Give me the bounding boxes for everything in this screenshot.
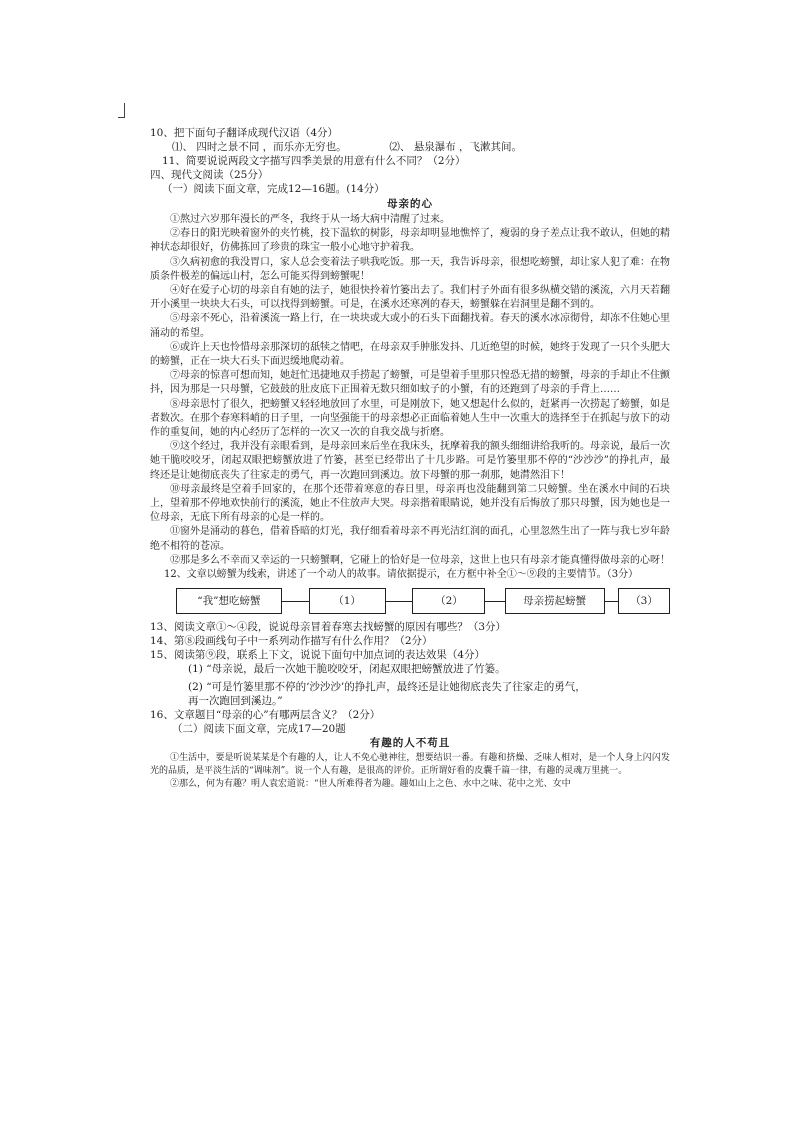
article-1-para-2: ②春日的阳光映着窗外的夹竹桃，投下温软的树影，母亲却明显地憔悴了，瘦弱的身子差点让我不敢认，但她的精神状态却很好，仿佛拣回了珍贵的珠宝一般小心地守护着我。 [150,228,670,254]
page-content [150,126,670,791]
question-11: 11、简要说说两段文字描写四季美景的用意有什么不同？（2分） [162,155,466,167]
question-13: 13、阅读文章①～④段，说说母亲冒着春寒去找螃蟹的原因有哪些？（3分） [150,621,507,634]
article-1-para-6: ⑥或许上天也怜惜母亲那深切的舐犊之情吧，在母亲双手肿胀发抖、几近绝望的时候，她终于发现了一只个头肥大的螃蟹，正在一块大石头下面迟缓地爬动着。 [150,341,670,368]
flow-connector [605,601,618,602]
flow-box-1: “我”想吃螃蟹 [176,588,282,614]
corner-crop-mark [118,103,125,118]
question-14: 14、第⑧段画线句子中一系列动作描写有什么作用？（2分） [150,635,433,648]
article-2-para-2: ②那么，何为有趣？明人袁宏道说：“世人所难得者为趣。趣如山上之色、水中之味、花中之光、女中 [170,779,571,790]
section-4-heading: 四、现代文阅读（25分） [150,169,269,181]
q15-item-2: (2) “可是竹篓里那不停的‘沙沙沙’的挣扎声，最终还是让她彻底丧失了往家走的勇气， [188,681,586,694]
question-10-items [150,140,670,154]
flow-connector [386,601,413,602]
plot-flowchart [176,588,670,614]
question-16: 16、文章题目“母亲的心”有哪两层含义？（2分） [150,709,381,722]
q15-item-1: (1) “母亲说，最后一次她干脆咬咬牙，闭起双眼把螃蟹放进了竹篓。 [188,663,506,676]
flow-box-2: （1） [309,588,386,614]
article-1-para-9: ⑨这个经过，我并没有亲眼看到，是母亲回来后坐在我床头，抚摩着我的额头细细讲给我听的。母亲说，最后一次她干脆咬咬牙，闭起双眼把螃蟹放进了竹篓，甚至已经带出了十几步路。可是竹篓里那不停的“沙沙沙”的挣扎声，最终还是让她彻底丧失了往家走的勇气，再一次跑回到溪边。放下母蟹的那一刹那，她潸然泪下！ [150,441,670,481]
article-1-para-11: ⑪窗外是涌动的暮色，借着昏暗的灯光，我仔细看着母亲不再光洁红润的面孔，心里忽然生出了一阵与我七岁年龄绝不相符的苍凉。 [150,526,670,552]
article-1-para-3: ③久病初愈的我没胃口，家人总会变着法子哄我吃饭。那一天，我告诉母亲，很想吃螃蟹，却让家人犯了难：在物质条件极差的偏远山村，怎么可能买得到螃蟹呢！ [150,256,670,282]
q10-item-1: ⑴、 四时之景不同 ，而乐亦无穷也。 [172,141,347,153]
flow-box-4: 母亲捞起螃蟹 [505,588,605,614]
part-1-heading: （一）阅读下面文章，完成12—16题。(14分） [162,183,385,195]
flow-box-3: （2） [412,588,485,614]
question-10: 10、把下面句子翻译成现代汉语（4分） [150,127,339,139]
flow-connector [485,601,504,602]
flow-connector [282,601,309,602]
q10-item-2: ⑵、 悬泉瀑布 ，飞漱其间。 [389,141,523,153]
article-2-para-1: ①生活中，要是听说某某是个有趣的人，让人不免心驰神往，想要结识一番。有趣和挤燥、乏味人相对，是一个人身上闪闪发光的品质，是平淡生活的“调味剂”。说一个人有趣，是很高的评价。正所谓好看的皮囊千篇一律，有趣的灵魂万里挑一。 [150,753,670,777]
article-1-para-8: ⑧母亲思忖了很久，把螃蟹又轻轻地放回了水里，可是刚放下，她又想起什么似的，赶紧再一次捞起了螃蟹，如是者数次。在那个春寒料峭的日子里，一向坚强能干的母亲想必正面临着她人生中一次重大的选择至于在抓起与放下的动作的重复间，她的内心经历了怎样的一次又一次的自我交战与折磨。 [150,398,670,439]
question-12: 12、文章以螃蟹为线索，讲述了一个动人的故事。请依据提示，在方框中补全①～⑨段的主要情节。（3分） [164,569,639,581]
article-1-para-7: ⑦母亲的惊喜可想而知，她赶忙迅捷地双手捞起了螃蟹，可是望着手里那只惶恐无措的螃蟹，母亲的手却止不住颤抖，因为那是一只母蟹，它鼓鼓的肚皮底下正围着无数只细如蚊子的小蟹，有的还跑到了母亲的手背上…… [150,370,670,396]
article-1-para-1: ①熬过六岁那年漫长的严冬，我终于从一场大病中清醒了过来。 [170,214,450,225]
article-1-para-10: ⑩母亲最终是空着手回家的，在那个还带着寒意的春日里，母亲再也没能翻到第二只螃蟹。坐在溪水中间的石块上，望着那不停地欢快前行的溪流，她止不住放声大哭。母亲揩着眼睛说，她并没有后悔放了那只母蟹，因为她也是一位母亲，无底下所有母亲的心是一样的。 [150,483,670,524]
article-1-para-5: ⑤母亲不死心，沿着溪流一路上行，在一块块或大或小的石头下面翻找着。春天的溪水冰凉彻骨，却冻不住她心里涌动的希望。 [150,313,670,339]
article-1-title: 母亲的心 [387,198,433,210]
part-2-heading: （二）阅读下面文章，完成17—20题 [172,723,346,736]
question-15: 15、阅读第⑨段，联系上下文，说说下面句中加点词的表达效果（4分） [150,649,486,662]
article-1-para-4: ④好在爱子心切的母亲自有她的法子，她很快拎着竹篓出去了。我们村子外面有很多纵横交错的溪流，六月天若翻开小溪里一块块大石头，可以找得到螃蟹。可是，在溪水还寒冽的春天，螃蟹躲在岩洞里是翻不到的。 [150,285,670,311]
flow-box-5: （3） [618,588,670,614]
article-1-para-12: ⑫那是多么不幸而又幸运的一只螃蟹啊，它碰上的恰好是一位母亲，这世上也只有母亲才能真懂得做母亲的心呀！ [170,554,670,566]
article-2-title: 有趣的人不苟且 [369,737,451,750]
q15-item-2-cont: 再一次跑回到溪边。” [188,695,283,708]
